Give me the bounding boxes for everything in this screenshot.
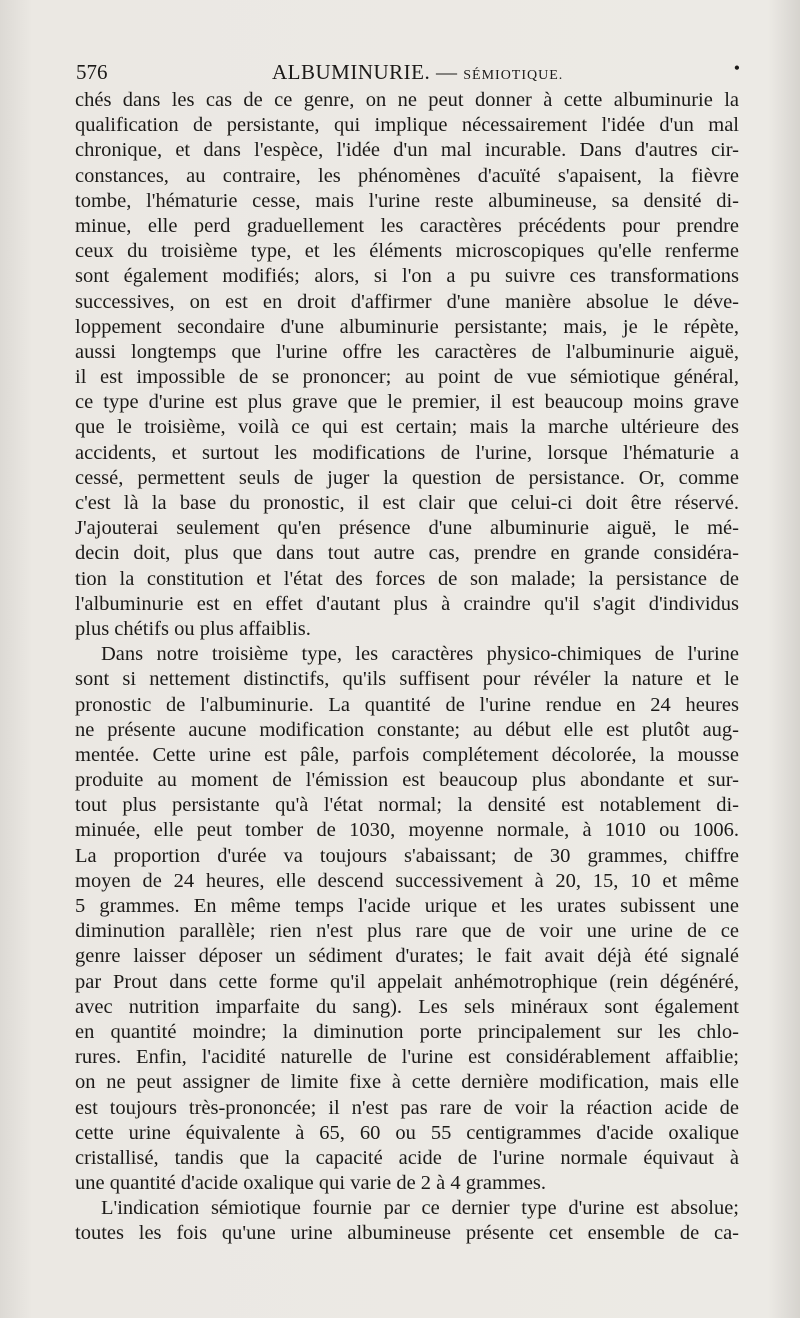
text-line: toutes les fois qu'une urine albumineuse présente cet ensemble de ca- — [75, 1222, 739, 1245]
text-line: minue, elle perd graduellement les caractères précédents pour prendre — [75, 214, 739, 237]
page-number: 576 — [76, 60, 108, 84]
printer-mark-icon: • — [733, 58, 740, 78]
text-line: decin doit, plus que dans tout autre cas, prendre en grande considéra- — [75, 542, 739, 565]
text-line: on ne peut assigner de limite fixe à cette dernière modification, mais elle — [75, 1071, 739, 1094]
text-line: l'albuminurie est en effet d'autant plus à craindre qu'il s'agit d'individus — [75, 592, 739, 615]
text-line: il est impossible de se prononcer; au point de vue sémiotique général, — [75, 366, 739, 389]
body-text — [75, 88, 739, 1247]
running-header — [76, 56, 740, 88]
text-line: minuée, elle peut tomber de 1030, moyenne normale, à 1010 ou 1006. — [75, 819, 739, 842]
text-line: accidents, et surtout les modifications de l'urine, lorsque l'hématurie a — [75, 441, 739, 464]
text-line: moyen de 24 heures, elle descend successivement à 20, 15, 10 et même — [75, 869, 739, 892]
text-line: est toujours très-prononcée; il n'est pas rare de voir la réaction acide de — [75, 1096, 739, 1119]
header-dash: — — [436, 60, 458, 84]
text-line: ne présente aucune modification constante; au début elle est plutôt aug- — [75, 718, 739, 741]
text-line: ceux du troisième type, et les éléments microscopiques qu'elle renferme — [75, 240, 739, 263]
text-line: cette urine équivalente à 65, 60 ou 55 centigrammes d'acide oxalique — [75, 1121, 739, 1144]
text-line: genre laisser déposer un sédiment d'urates; le fait avait déjà été signalé — [75, 945, 739, 968]
header-subtitle: SÉMIOTIQUE. — [463, 68, 564, 83]
text-line: avec nutrition imparfaite du sang). Les sels minéraux sont également — [75, 995, 739, 1018]
running-title — [272, 56, 563, 92]
text-line: que le troisième, voilà ce qui est certain; mais la marche ultérieure des — [75, 416, 739, 439]
text-line: J'ajouterai seulement qu'en présence d'une albuminurie aiguë, le mé- — [75, 517, 739, 540]
text-line: mentée. Cette urine est pâle, parfois complétement décolorée, la mousse — [75, 743, 739, 766]
text-line: aussi longtemps que l'urine offre les caractères de l'albuminurie aiguë, — [75, 340, 739, 363]
text-line: tout plus persistante qu'à l'état normal; la densité est notablement di- — [75, 794, 739, 817]
text-line: La proportion d'urée va toujours s'abaissant; de 30 grammes, chiffre — [75, 844, 739, 867]
header-title: ALBUMINURIE. — [272, 60, 431, 84]
text-line: 5 grammes. En même temps l'acide urique et les urates subissent une — [75, 895, 739, 917]
text-line: chronique, et dans l'espèce, l'idée d'un mal incurable. Dans d'autres cir- — [75, 139, 739, 162]
text-line: tion la constitution et l'état des forces de son malade; la persistance de — [75, 567, 739, 590]
text-line: c'est là la base du pronostic, il est clair que celui-ci doit être réservé. — [75, 492, 739, 514]
text-line: pronostic de l'albuminurie. La quantité de l'urine rendue en 24 heures — [75, 693, 739, 716]
text-line: cristallisé, tandis que la capacité acide de l'urine normale équivaut à — [75, 1146, 739, 1169]
text-line: sont également modifiés; alors, si l'on a pu suivre ces transformations — [75, 265, 739, 288]
paragraph-end-line: une quantité d'acide oxalique qui varie de 2 à 4 grammes. — [75, 1172, 547, 1195]
text-line: en quantité moindre; la diminution porte principalement sur les chlo- — [75, 1020, 739, 1043]
paragraph-end-line: plus chétifs ou plus affaiblis. — [75, 617, 311, 640]
paragraph-start-line: Dans notre troisième type, les caractères physico-chimiques de l'urine — [101, 643, 739, 666]
text-line: sont si nettement distinctifs, qu'ils suffisent pour révéler la nature et le — [75, 668, 739, 691]
text-line: produite au moment de l'émission est beaucoup plus abondante et sur- — [75, 769, 739, 792]
text-line: loppement secondaire d'une albuminurie persistante; mais, je le répète, — [75, 315, 739, 338]
text-line: successives, on est en droit d'affirmer d'une manière absolue le déve- — [75, 290, 739, 313]
text-line: diminution parallèle; rien n'est plus rare que de voir une urine de ce — [75, 920, 739, 943]
text-line: rures. Enfin, l'acidité naturelle de l'urine est considérablement affaiblie; — [75, 1046, 739, 1069]
text-line: chés dans les cas de ce genre, on ne peut donner à cette albuminurie la — [75, 89, 739, 111]
text-line: constances, au contraire, les phénomènes d'acuïté s'apaisent, la fièvre — [75, 164, 739, 187]
text-line: tombe, l'hématurie cesse, mais l'urine reste albumineuse, sa densité di- — [75, 189, 739, 212]
text-line: cessé, permettent seuls de juger la question de persistance. Or, comme — [75, 466, 739, 489]
text-line: qualification de persistante, qui implique nécessairement l'idée d'un mal — [75, 114, 739, 137]
text-line: ce type d'urine est plus grave que le premier, il est beaucoup moins grave — [75, 391, 739, 414]
paragraph-start-line: L'indication sémiotique fournie par ce dernier type d'urine est absolue; — [101, 1197, 739, 1220]
text-line: par Prout dans cette forme qu'il appelait anhémotrophique (rein dégénéré, — [75, 970, 739, 993]
